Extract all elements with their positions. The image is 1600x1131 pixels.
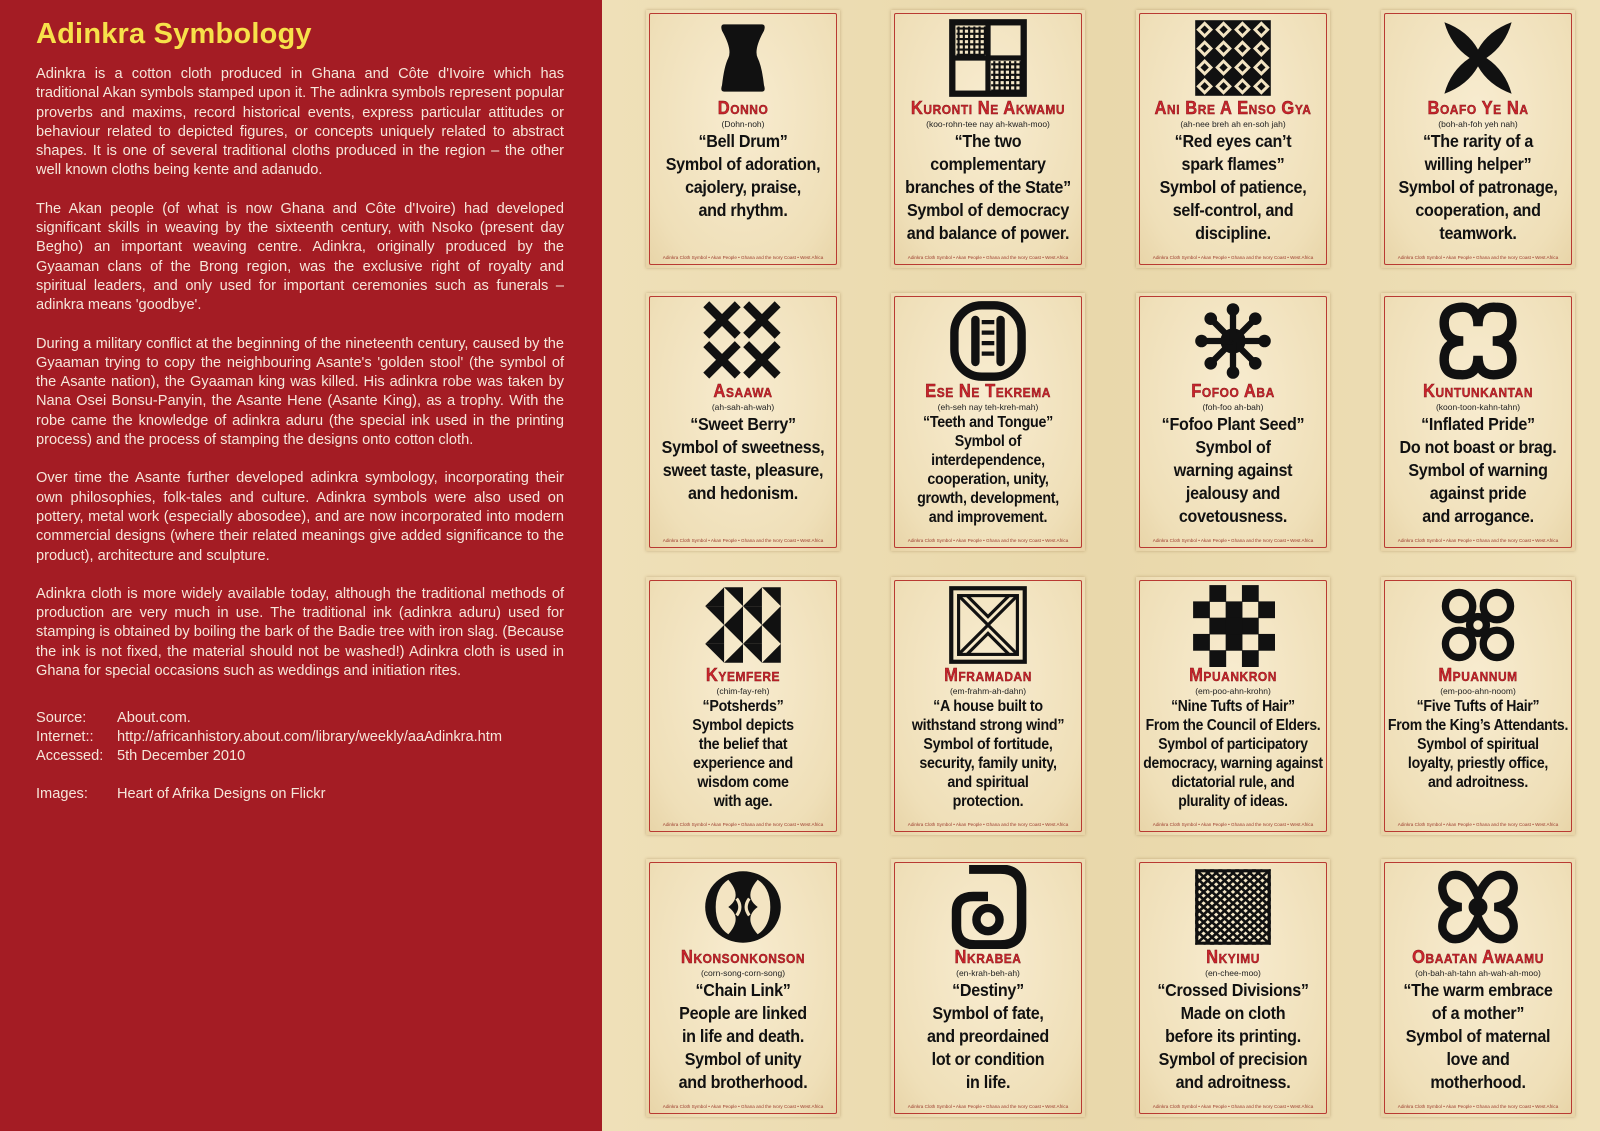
card-footer: Adinkra Cloth Symbol • Akan People • Ghana and the Ivory Coast • West Africa bbox=[662, 1104, 824, 1109]
symbol-name: Kuntunkantan bbox=[1422, 381, 1534, 401]
symbol-meaning: “A house built to withstand strong wind” Symbol of fortitude, security, family unity, and spiritual protection. bbox=[911, 698, 1065, 810]
symbol-name: Donno bbox=[717, 98, 769, 118]
symbol-meaning: “Sweet Berry” Symbol of sweetness, sweet taste, pleasure, and hedonism. bbox=[661, 414, 825, 503]
symbol-meaning: “The two complementary branches of the State” Symbol of democracy and balance of power. bbox=[905, 131, 1071, 243]
boafo-symbol-icon bbox=[1436, 16, 1520, 100]
images-value: Heart of Afrika Designs on Flickr bbox=[117, 786, 326, 803]
symbol-meaning: “Red eyes can’t spark flames” Symbol of patience, self-control, and discipline. bbox=[1159, 131, 1307, 243]
symbol-pronunciation: (en-krah-beh-ah) bbox=[956, 968, 1020, 978]
symbol-name: Mframadan bbox=[944, 665, 1032, 685]
anibre-symbol-icon bbox=[1191, 16, 1275, 100]
symbol-pronunciation: (koo-rohn-tee nay ah-kwah-moo) bbox=[926, 119, 1050, 129]
symbol-meaning: “Fofoo Plant Seed” Symbol of warning against jealousy and covetousness. bbox=[1161, 414, 1305, 526]
card-footer: Adinkra Cloth Symbol • Akan People • Ghana and the Ivory Coast • West Africa bbox=[1152, 255, 1314, 260]
symbol-card-nkonson bbox=[646, 859, 840, 1117]
symbol-meaning: “Teeth and Tongue” Symbol of interdependence, cooperation, unity, growth, development, and improvement. bbox=[917, 414, 1059, 526]
symbol-card-mpuankron bbox=[1136, 577, 1330, 835]
symbol-name: Nkrabea bbox=[954, 947, 1022, 967]
nkonson-symbol-icon bbox=[701, 865, 785, 949]
symbol-name: Obaatan Awaamu bbox=[1412, 947, 1544, 967]
symbol-pronunciation: (corn-song-corn-song) bbox=[700, 968, 786, 978]
kuntun-symbol-icon bbox=[1436, 299, 1520, 383]
symbol-meaning: “Potsherds” Symbol depicts the belief that experience and wisdom come with age. bbox=[692, 698, 794, 810]
card-footer: Adinkra Cloth Symbol • Akan People • Ghana and the Ivory Coast • West Africa bbox=[907, 822, 1069, 827]
symbol-card-nkrabea bbox=[891, 859, 1085, 1117]
donno-symbol-icon bbox=[701, 16, 785, 100]
ese-symbol-icon bbox=[946, 299, 1030, 383]
mpuankron-symbol-icon bbox=[1191, 583, 1275, 667]
symbol-meaning: “The warm embrace of a mother” Symbol of maternal love and motherhood. bbox=[1403, 980, 1553, 1092]
symbol-card-kuntun bbox=[1381, 293, 1575, 551]
symbol-name: Ani Bre A Enso Gya bbox=[1154, 98, 1312, 118]
source-label: Source: bbox=[36, 710, 87, 727]
symbol-name: Asaawa bbox=[713, 381, 773, 401]
symbol-meaning: “Destiny” Symbol of fate, and preordained lot or condition in life. bbox=[926, 980, 1050, 1092]
paragraph: Adinkra cloth is more widely available today, although the traditional methods of production are very much in use. The traditional ink (adinkra aduru) used for stamping is obtained by boiling the bark of the Badie tree with iron slag. (Because the ink is not fixed, the material should not be washed!) Adinkra cloth is used in Ghana for special occasions such as weddings and initiation rites. bbox=[36, 585, 564, 680]
symbol-name: Nkyimu bbox=[1206, 947, 1260, 967]
symbol-card-boafo bbox=[1381, 10, 1575, 268]
card-footer: Adinkra Cloth Symbol • Akan People • Ghana and the Ivory Coast • West Africa bbox=[1397, 822, 1559, 827]
symbol-name: Nkonsonkonson bbox=[680, 947, 806, 967]
card-footer: Adinkra Cloth Symbol • Akan People • Ghana and the Ivory Coast • West Africa bbox=[907, 255, 1069, 260]
card-footer: Adinkra Cloth Symbol • Akan People • Ghana and the Ivory Coast • West Africa bbox=[1397, 255, 1559, 260]
symbol-card-obaatan bbox=[1381, 859, 1575, 1117]
symbol-name: Kyemfere bbox=[705, 665, 781, 685]
symbol-pronunciation: (em-poo-ahn-krohn) bbox=[1195, 686, 1271, 696]
card-footer: Adinkra Cloth Symbol • Akan People • Ghana and the Ivory Coast • West Africa bbox=[662, 255, 824, 260]
mframadan-symbol-icon bbox=[946, 583, 1030, 667]
symbol-card-mframadan bbox=[891, 577, 1085, 835]
card-footer: Adinkra Cloth Symbol • Akan People • Ghana and the Ivory Coast • West Africa bbox=[1152, 822, 1314, 827]
paragraph: Adinkra is a cotton cloth produced in Ghana and Côte d'Ivoire which has traditional Akan symbols stamped upon it. The adinkra symbols represent popular proverbs and maxims, record historical events, express particular attitudes or behaviour related to depicted figures, or concepts uniquely related to abstract shapes. It is one of several traditional cloths produced in the region – the other well known cloths being kente and adanudo. bbox=[36, 66, 564, 179]
kuronti-symbol-icon bbox=[946, 16, 1030, 100]
obaatan-symbol-icon bbox=[1436, 865, 1520, 949]
accessed-value: 5th December 2010 bbox=[117, 748, 246, 765]
symbol-pronunciation: (en-chee-moo) bbox=[1205, 968, 1261, 978]
card-footer: Adinkra Cloth Symbol • Akan People • Ghana and the Ivory Coast • West Africa bbox=[1152, 1104, 1314, 1109]
internet-label: Internet:: bbox=[36, 729, 94, 746]
nkrabea-symbol-icon bbox=[946, 865, 1030, 949]
card-footer: Adinkra Cloth Symbol • Akan People • Ghana and the Ivory Coast • West Africa bbox=[662, 822, 824, 827]
symbol-name: Ese Ne Tekrema bbox=[925, 381, 1051, 401]
symbol-pronunciation: (foh-foo ah-bah) bbox=[1202, 402, 1264, 412]
symbol-card-anibre bbox=[1136, 10, 1330, 268]
paragraph: The Akan people (of what is now Ghana and Côte d'Ivoire) had developed significant skills in weaving by the sixteenth century, with Nsoko (present day Begho) an important weaving centre. Adinkra, originally produced by the Gyaaman clans of the Brong region, was the exclusive right of royalty and spiritual leaders, and only used for important ceremonies such as funerals – adinkra means 'goodbye'. bbox=[36, 200, 564, 314]
symbol-pronunciation: (ah-nee breh ah en-soh jah) bbox=[1180, 119, 1286, 129]
card-footer: Adinkra Cloth Symbol • Akan People • Ghana and the Ivory Coast • West Africa bbox=[1397, 538, 1559, 543]
symbol-meaning: “Crossed Divisions” Made on cloth before its printing. Symbol of precision and adroitness. bbox=[1157, 980, 1309, 1092]
symbol-name: Kuronti Ne Akwamu bbox=[910, 98, 1066, 118]
card-footer: Adinkra Cloth Symbol • Akan People • Ghana and the Ivory Coast • West Africa bbox=[1152, 538, 1314, 543]
symbol-meaning: “Five Tufts of Hair” From the King’s Attendants. Symbol of spiritual loyalty, priestly office, and adroitness. bbox=[1387, 698, 1569, 791]
symbol-pronunciation: (em-poo-ahn-noom) bbox=[1440, 686, 1516, 696]
symbol-name: Boafo Ye Na bbox=[1427, 98, 1529, 118]
images-label: Images: bbox=[36, 786, 88, 803]
symbol-pronunciation: (em-frahm-ah-dahn) bbox=[949, 686, 1027, 696]
symbol-meaning: “Inflated Pride” Do not boast or brag. Symbol of warning against pride and arrogance. bbox=[1399, 414, 1557, 526]
symbol-name: Mpuankron bbox=[1189, 665, 1277, 685]
symbol-card-nkyimu bbox=[1136, 859, 1330, 1117]
symbol-pronunciation: (oh-bah-ah-tahn ah-wah-ah-moo) bbox=[1415, 968, 1541, 978]
symbol-card-asaawa bbox=[646, 293, 840, 551]
symbol-meaning: “The rarity of a willing helper” Symbol of patronage, cooperation, and teamwork. bbox=[1398, 131, 1558, 243]
symbol-pronunciation: (eh-seh nay teh-kreh-mah) bbox=[937, 402, 1039, 412]
symbol-pronunciation: (koon-toon-kahn-tahn) bbox=[1435, 402, 1521, 412]
kyemfere-symbol-icon bbox=[701, 583, 785, 667]
fofoo-symbol-icon bbox=[1191, 299, 1275, 383]
intro-panel bbox=[0, 0, 602, 1131]
source-value: About.com. bbox=[117, 710, 191, 727]
symbol-meaning: “Chain Link” People are linked in life and death. Symbol of unity and brotherhood. bbox=[678, 980, 808, 1092]
card-footer: Adinkra Cloth Symbol • Akan People • Ghana and the Ivory Coast • West Africa bbox=[662, 538, 824, 543]
symbol-pronunciation: (ah-sah-ah-wah) bbox=[711, 402, 775, 412]
symbol-name: Mpuannum bbox=[1438, 665, 1518, 685]
symbol-card-fofoo bbox=[1136, 293, 1330, 551]
symbol-grid bbox=[602, 0, 1600, 1131]
symbol-name: Fofoo Aba bbox=[1191, 381, 1275, 401]
card-footer: Adinkra Cloth Symbol • Akan People • Ghana and the Ivory Coast • West Africa bbox=[1397, 1104, 1559, 1109]
symbol-card-donno bbox=[646, 10, 840, 268]
symbol-pronunciation: (boh-ah-foh yeh nah) bbox=[1438, 119, 1518, 129]
paragraph: During a military conflict at the beginning of the nineteenth century, caused by the Gyaaman trying to copy the neighbouring Asante's 'golden stool' (the symbol of the Asante nation), the Gyaaman king was killed. His adinkra robe was taken by Nana Osei Bonsu-Panyin, the Asante Hene (Asante King), as a trophy. With the robe came the knowledge of adinkra aduru (the special ink used in the printing process) and the process of stamping the designs onto cotton cloth. bbox=[36, 335, 564, 449]
symbol-card-ese bbox=[891, 293, 1085, 551]
accessed-label: Accessed: bbox=[36, 748, 104, 765]
symbol-card-kyemfere bbox=[646, 577, 840, 835]
paragraph: Over time the Asante further developed adinkra symbology, incorporating their own philosophies, folk-tales and culture. Adinkra symbols were also used on pottery, metal work (especially abosodee), and are now incorporated into modern commercial designs (where their related meanings give added significance to the product), architecture and sculpture. bbox=[36, 470, 564, 564]
asaawa-symbol-icon bbox=[701, 299, 785, 383]
sources bbox=[36, 709, 564, 804]
symbol-pronunciation: (Dohn-noh) bbox=[721, 119, 765, 129]
card-footer: Adinkra Cloth Symbol • Akan People • Ghana and the Ivory Coast • West Africa bbox=[907, 538, 1069, 543]
internet-link[interactable]: http://africanhistory.about.com/library/weekly/aaAdinkra.htm bbox=[117, 729, 503, 746]
mpuannum-symbol-icon bbox=[1436, 583, 1520, 667]
card-footer: Adinkra Cloth Symbol • Akan People • Ghana and the Ivory Coast • West Africa bbox=[907, 1104, 1069, 1109]
nkyimu-symbol-icon bbox=[1191, 865, 1275, 949]
symbol-meaning: “Nine Tufts of Hair” From the Council of Elders. Symbol of participatory democracy, warning against dictatorial rule, and plurality of ideas. bbox=[1143, 698, 1323, 810]
symbol-meaning: “Bell Drum” Symbol of adoration, cajolery, praise, and rhythm. bbox=[665, 131, 821, 220]
symbol-card-mpuannum bbox=[1381, 577, 1575, 835]
page-title: Adinkra Symbology bbox=[36, 18, 312, 50]
symbol-card-kuronti bbox=[891, 10, 1085, 268]
symbol-pronunciation: (chim-fay-reh) bbox=[716, 686, 770, 696]
